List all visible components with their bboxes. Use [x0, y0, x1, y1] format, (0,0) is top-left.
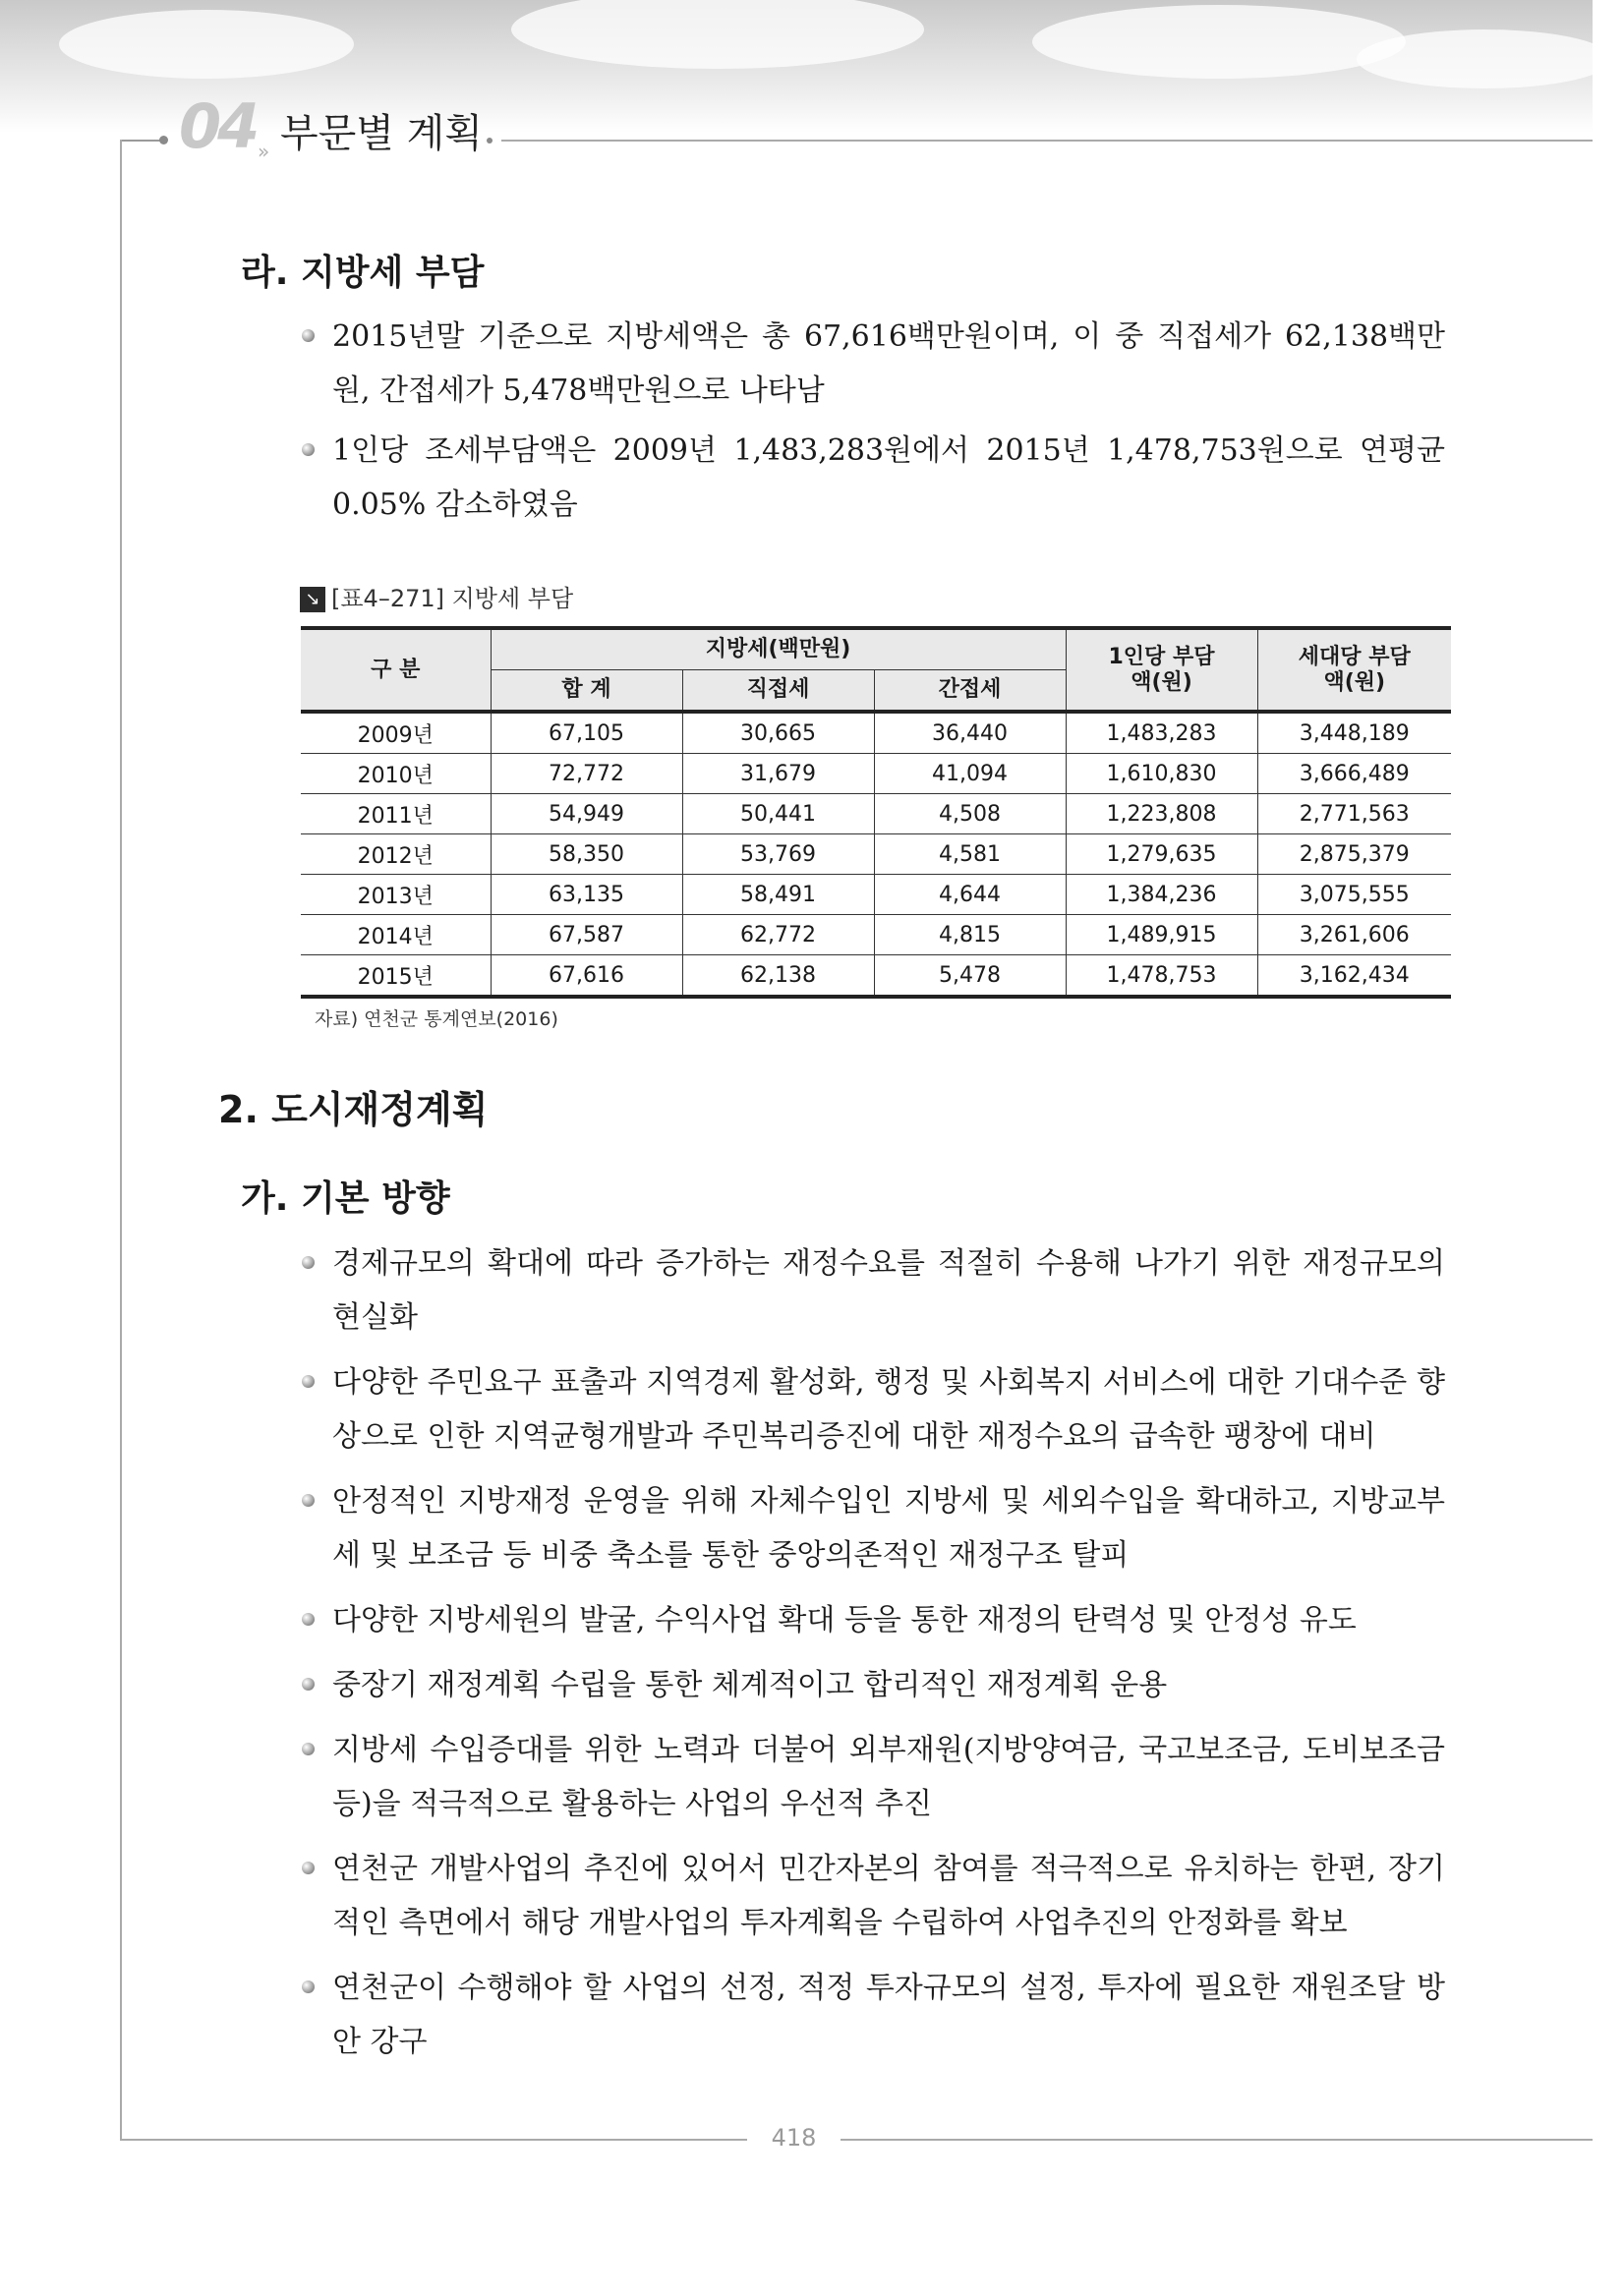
bullet-text: 연천군 개발사업의 추진에 있어서 민간자본의 참여를 적극적으로 유치하는 한편, 장기적인 측면에서 해당 개발사업의 투자계획을 수립하여 사업추진의 안정화를 확보 — [332, 1852, 1445, 1940]
table-row — [301, 794, 1451, 834]
bullet-item — [300, 424, 1445, 532]
bullet-icon — [302, 1980, 315, 1993]
bullet-item — [300, 1842, 1445, 1950]
section-title-local-tax: 라. 지방세 부담 — [241, 253, 485, 293]
bullet-item — [300, 1658, 1445, 1712]
local-tax-table — [301, 626, 1451, 999]
table-cell: 72,772 — [491, 754, 682, 794]
table-cell: 41,094 — [874, 754, 1066, 794]
table-cell: 53,769 — [682, 834, 874, 875]
bullet-icon — [302, 443, 315, 456]
header-per-household: 세대당 부담액(원) — [1257, 628, 1451, 712]
bullet-icon — [302, 1256, 315, 1269]
bullet-item — [300, 1236, 1445, 1345]
header-rule-right — [501, 140, 1593, 142]
table-row — [301, 955, 1451, 998]
table-cell: 4,815 — [874, 915, 1066, 955]
table-source: 자료) 연천군 통계연보(2016) — [315, 1008, 558, 1030]
table-header-row — [301, 628, 1451, 670]
table-cell: 2012년 — [301, 834, 491, 875]
table-row — [301, 875, 1451, 915]
bullet-item — [300, 1723, 1445, 1831]
bullet-text: 다양한 지방세원의 발굴, 수익사업 확대 등을 통한 재정의 탄력성 및 안정성 유도 — [332, 1603, 1357, 1637]
table-cell: 63,135 — [491, 875, 682, 915]
bullet-icon — [302, 1613, 315, 1626]
cloud-decoration — [511, 0, 924, 69]
table-cell: 62,772 — [682, 915, 874, 955]
table-cell: 2014년 — [301, 915, 491, 955]
table-cell: 31,679 — [682, 754, 874, 794]
table-cell: 58,350 — [491, 834, 682, 875]
bullet-icon — [302, 1375, 315, 1388]
table-cell: 1,279,635 — [1066, 834, 1257, 875]
table-cell: 3,666,489 — [1257, 754, 1451, 794]
header-indirect: 간접세 — [874, 670, 1066, 713]
bullet-text: 안정적인 지방재정 운영을 위해 자체수입인 지방세 및 세외수입을 확대하고, 지방교부세 및 보조금 등 비중 축소를 통한 중앙의존적인 재정구조 탈피 — [332, 1484, 1445, 1573]
header-rule-left — [120, 140, 161, 142]
table-cell: 3,261,606 — [1257, 915, 1451, 955]
chapter-number: 04 — [179, 90, 257, 162]
table-cell: 1,489,915 — [1066, 915, 1257, 955]
page-frame-bottom — [841, 2139, 1593, 2141]
local-tax-bullets — [300, 310, 1445, 532]
header-local-tax: 지방세(백만원) — [491, 628, 1066, 670]
arrow-down-right-icon: ↘ — [300, 587, 325, 612]
bullet-text: 경제규모의 확대에 따라 증가하는 재정수요를 적절히 수용해 나가기 위한 재정규모의 현실화 — [332, 1246, 1445, 1335]
header-dot — [487, 138, 493, 144]
bullet-icon — [302, 1862, 315, 1874]
table-cell: 67,616 — [491, 955, 682, 998]
table-cell: 2013년 — [301, 875, 491, 915]
table-cell: 67,587 — [491, 915, 682, 955]
bullet-item — [300, 1961, 1445, 2069]
table-cell: 1,384,236 — [1066, 875, 1257, 915]
table-cell: 3,448,189 — [1257, 712, 1451, 754]
table-cell: 2009년 — [301, 712, 491, 754]
table-cell: 58,491 — [682, 875, 874, 915]
chapter-title: 부문별 계획 — [280, 111, 483, 156]
bullet-item — [300, 1593, 1445, 1647]
table-cell: 4,508 — [874, 794, 1066, 834]
table-cell: 30,665 — [682, 712, 874, 754]
table-cell: 2015년 — [301, 955, 491, 998]
table-cell: 2011년 — [301, 794, 491, 834]
bullet-icon — [302, 1743, 315, 1755]
cloud-decoration — [1032, 5, 1406, 79]
bullet-text: 중장기 재정계획 수립을 통한 체계적이고 합리적인 재정계획 운용 — [332, 1668, 1168, 1702]
cloud-decoration — [1357, 29, 1593, 88]
table-cell: 2,771,563 — [1257, 794, 1451, 834]
bullet-text: 1인당 조세부담액은 2009년 1,483,283원에서 2015년 1,478,753원으로 연평균 0.05% 감소하였음 — [332, 433, 1445, 522]
bullet-text: 다양한 주민요구 표출과 지역경제 활성화, 행정 및 사회복지 서비스에 대한 기대수준 향상으로 인한 지역균형개발과 주민복리증진에 대한 재정수요의 급속한 팽창에 대비 — [332, 1365, 1445, 1454]
table-cell: 4,644 — [874, 875, 1066, 915]
bullet-text: 연천군이 수행해야 할 사업의 선정, 적정 투자규모의 설정, 투자에 필요한 재원조달 방안 강구 — [332, 1971, 1445, 2059]
bullet-icon — [302, 329, 315, 342]
table-cell: 36,440 — [874, 712, 1066, 754]
header-total: 합 계 — [491, 670, 682, 713]
table-row — [301, 754, 1451, 794]
header-dot — [159, 136, 168, 144]
bullet-text: 지방세 수입증대를 위한 노력과 더불어 외부재원(지방양여금, 국고보조금, 도비보조금 등)을 적극적으로 활용하는 사업의 우선적 추진 — [332, 1733, 1445, 1821]
table-row — [301, 834, 1451, 875]
table-cell: 67,105 — [491, 712, 682, 754]
bullet-icon — [302, 1494, 315, 1507]
table-row — [301, 712, 1451, 754]
table-cell: 62,138 — [682, 955, 874, 998]
table-cell: 3,162,434 — [1257, 955, 1451, 998]
table-cell: 54,949 — [491, 794, 682, 834]
table-caption — [300, 584, 573, 613]
chapter-arrow-icon: » — [258, 140, 270, 163]
page-frame-left — [120, 140, 122, 2140]
table-cell: 4,581 — [874, 834, 1066, 875]
section-title-basic-direction: 가. 기본 방향 — [241, 1178, 450, 1219]
table-cell: 1,478,753 — [1066, 955, 1257, 998]
bullet-item — [300, 310, 1445, 418]
table-caption-text: [표4–271] 지방세 부담 — [331, 585, 574, 612]
table-cell: 3,075,555 — [1257, 875, 1451, 915]
table-cell: 2010년 — [301, 754, 491, 794]
table-cell: 2,875,379 — [1257, 834, 1451, 875]
header-category: 구 분 — [301, 628, 491, 712]
bullet-item — [300, 1474, 1445, 1582]
bullet-item — [300, 1355, 1445, 1464]
bullet-icon — [302, 1678, 315, 1691]
table-row — [301, 915, 1451, 955]
table-cell: 50,441 — [682, 794, 874, 834]
table-cell: 1,610,830 — [1066, 754, 1257, 794]
header-direct: 직접세 — [682, 670, 874, 713]
header-per-capita: 1인당 부담액(원) — [1066, 628, 1257, 712]
table-cell: 5,478 — [874, 955, 1066, 998]
section-title-fiscal-plan: 2. 도시재정계획 — [218, 1088, 489, 1131]
cloud-decoration — [59, 10, 354, 79]
table-cell: 1,223,808 — [1066, 794, 1257, 834]
page-frame-bottom — [120, 2139, 747, 2141]
basic-direction-bullets — [300, 1236, 1445, 2069]
bullet-text: 2015년말 기준으로 지방세액은 총 67,616백만원이며, 이 중 직접세가 62,138백만원, 간접세가 5,478백만원으로 나타남 — [332, 319, 1445, 408]
table-cell: 1,483,283 — [1066, 712, 1257, 754]
page-number: 418 — [771, 2124, 817, 2152]
